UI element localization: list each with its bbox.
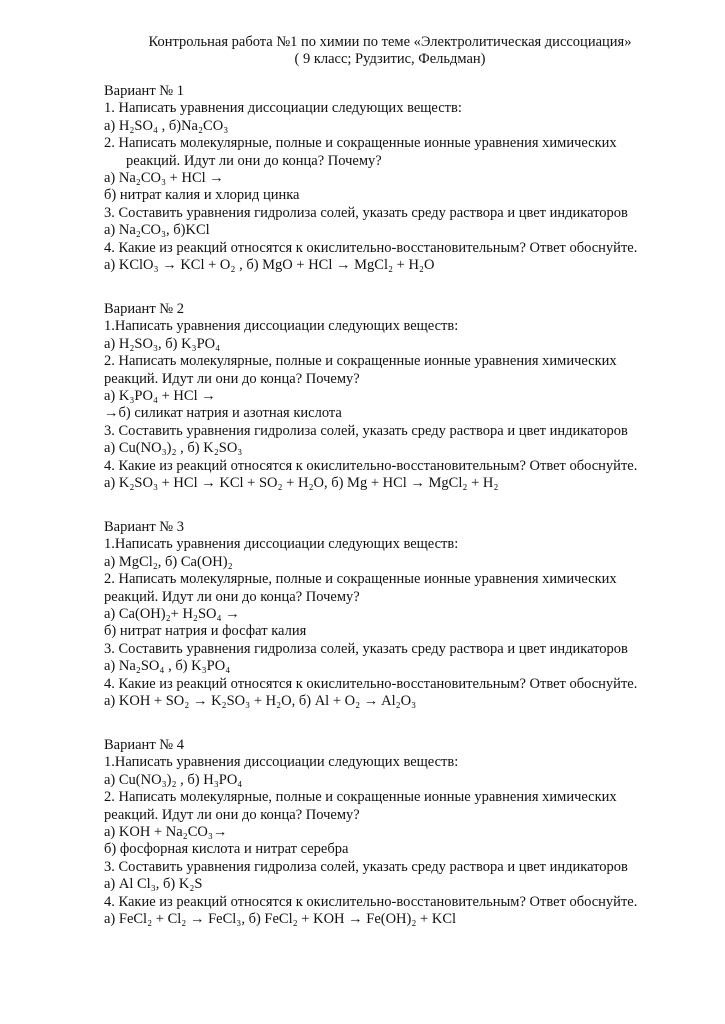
task-line: 3. Составить уравнения гидролиза солей, указать среду раствора и цвет индикаторов [104,422,628,439]
variant-heading: Вариант № 1 [104,83,184,99]
task-line: б) нитрат натрия и фосфат калия [104,623,307,640]
task-line: 2. Написать молекулярные, полные и сокращенные ионные уравнения химических [104,571,617,588]
task-line: а) Na₂CO₃, б)KCl [104,222,210,239]
task-line: реакций. Идут ли они до конца? Почему? [104,588,360,605]
task-line: 1.Написать уравнения диссоциации следующих веществ: [104,754,459,771]
task-line: а) K₂SO₃ + HCl → KCl + SO₂ + H₂O, б) Mg + HCl → MgCl₂ + H₂ [104,474,499,491]
variant-heading: Вариант № 3 [104,519,184,535]
task-line: 4. Какие из реакций относятся к окислительно-восстановительным? Ответ обоснуйте. [104,893,638,910]
task-line: а) H₂SO₃, б) K₃PO₄ [104,335,221,352]
variant-1 [104,83,704,274]
task-line: реакций. Идут ли они до конца? Почему? [104,806,360,823]
task-line: 3. Составить уравнения гидролиза солей, указать среду раствора и цвет индикаторов [104,640,628,657]
task-line: б) фосфорная кислота и нитрат серебра [104,841,349,858]
task-line: а) MgCl₂, б) Ca(OH)₂ [104,553,233,570]
variant-heading: Вариант № 2 [104,301,184,317]
variant-3 [104,519,704,710]
task-line: а) Na₂CO₃ + HCl → [104,169,224,186]
task-line: а) KOH + SO₂ → K₂SO₃ + H₂O, б) Al + O₂ → Al₂O₃ [104,692,417,709]
task-line: а) Ca(OH)₂+ H₂SO₄ → [104,605,240,622]
task-line: 1.Написать уравнения диссоциации следующих веществ: [104,318,459,335]
task-line: 2. Написать молекулярные, полные и сокращенные ионные уравнения химических [104,789,617,806]
task-line: а) H₂SO₄ , б)Na₂CO₃ [104,117,229,134]
task-line: 3. Составить уравнения гидролиза солей, указать среду раствора и цвет индикаторов [104,204,628,221]
task-line: а) K₃PO₄ + HCl → [104,387,216,404]
task-line: а) KClO₃ → KCl + O₂ , б) MgO + HCl → MgCl₂ + H₂O [104,256,435,273]
task-line: реакций. Идут ли они до конца? Почему? [104,370,360,387]
document-title [120,34,660,68]
task-line: а) KOH + Na₂CO₃→ [104,823,228,840]
variant-2 [104,301,704,492]
task-line: 4. Какие из реакций относятся к окислительно-восстановительным? Ответ обоснуйте. [104,457,638,474]
title-line-2: ( 9 класс; Рудзитис, Фельдман) [294,51,486,67]
task-line: а) FeCl₂ + Cl₂ → FeCl₃, б) FeCl₂ + KOH → Fe(OH)₂ + KCl [104,910,457,927]
task-line: б) нитрат калия и хлорид цинка [104,187,300,204]
variant-4 [104,737,704,928]
task-line: реакций. Идут ли они до конца? Почему? [126,152,382,169]
task-line: 2. Написать молекулярные, полные и сокращенные ионные уравнения химических [104,135,617,152]
task-line: →б) силикат натрия и азотная кислота [104,405,342,422]
task-line: 4. Какие из реакций относятся к окислительно-восстановительным? Ответ обоснуйте. [104,239,638,256]
task-line: 4. Какие из реакций относятся к окислительно-восстановительным? Ответ обоснуйте. [104,675,638,692]
task-line: а) Cu(NO₃)₂ , б) K₂SO₃ [104,440,243,457]
task-line: а) Na₂SO₄ , б) K₃PO₄ [104,658,231,675]
task-line: 2. Написать молекулярные, полные и сокращенные ионные уравнения химических [104,353,617,370]
title-line-1: Контрольная работа №1 по химии по теме «Электролитическая диссоциация» [148,34,632,50]
variant-heading: Вариант № 4 [104,737,184,753]
task-line: 1.Написать уравнения диссоциации следующих веществ: [104,536,459,553]
task-line: а) Cu(NO₃)₂ , б) H₃PO₄ [104,771,243,788]
task-line: 3. Составить уравнения гидролиза солей, указать среду раствора и цвет индикаторов [104,858,628,875]
task-line: 1. Написать уравнения диссоциации следующих веществ: [104,100,462,117]
task-line: а) Al Cl₃, б) K₂S [104,876,203,893]
